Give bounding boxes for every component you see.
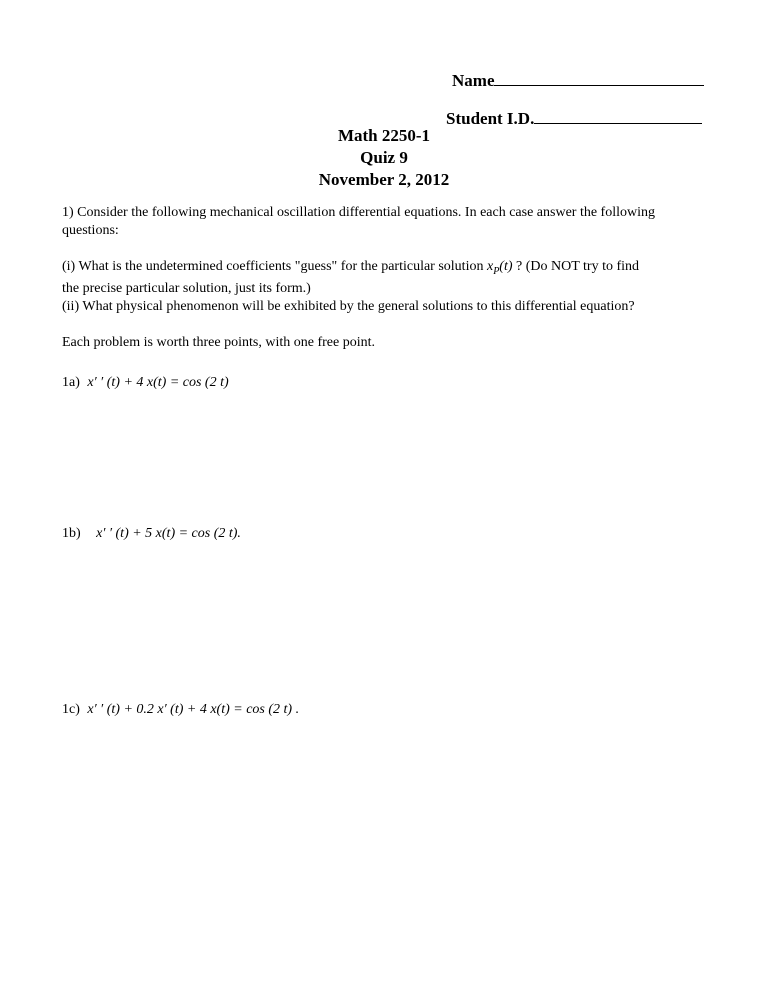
name-blank — [494, 70, 704, 86]
problem-1c-label: 1c) — [62, 702, 80, 717]
points-note: Each problem is worth three points, with one free point. — [62, 335, 375, 350]
quiz-title: Quiz 9 — [360, 148, 408, 167]
question-ii: (ii) What physical phenomenon will be exhibited by the general solutions to this differential equation? — [62, 299, 635, 314]
xp-x: x — [486, 259, 494, 274]
question-i — [62, 259, 639, 277]
xp-subscript: P — [493, 265, 500, 277]
student-id-label: Student I.D. — [446, 109, 535, 128]
course-title: Math 2250-1 — [337, 126, 431, 145]
xp-arg: (t) — [499, 259, 513, 274]
name-line — [452, 70, 704, 91]
problem-intro: 1) Consider the following mechanical oscillation differential equations. In each case answer the following questions: — [62, 205, 655, 238]
problem-1c — [62, 702, 299, 718]
problem-1a-label: 1a) — [62, 375, 80, 390]
problem-1b-label: 1b) — [62, 526, 81, 541]
problem-1b — [62, 526, 241, 542]
question-i-text: (i) What is the undetermined coefficients "guess" for the particular solution — [62, 259, 487, 274]
quiz-date: November 2, 2012 — [318, 170, 450, 189]
problem-1a-equation: x′ ′ (t) + 4 x(t) = cos (2 t) — [87, 375, 229, 390]
student-id-line — [446, 108, 702, 129]
problem-1b-equation: x′ ′ (t) + 5 x(t) = cos (2 t). — [96, 526, 241, 541]
question-i-line2: the precise particular solution, just its form.) — [62, 281, 311, 296]
problem-1c-equation: x′ ′ (t) + 0.2 x′ (t) + 4 x(t) = cos (2 t) . — [87, 702, 300, 717]
particular-solution-symbol — [486, 259, 513, 277]
student-id-blank — [534, 108, 702, 124]
name-label: Name — [452, 71, 495, 90]
problem-1a — [62, 375, 229, 391]
question-i-tail: ? (Do NOT try to find — [512, 259, 640, 274]
